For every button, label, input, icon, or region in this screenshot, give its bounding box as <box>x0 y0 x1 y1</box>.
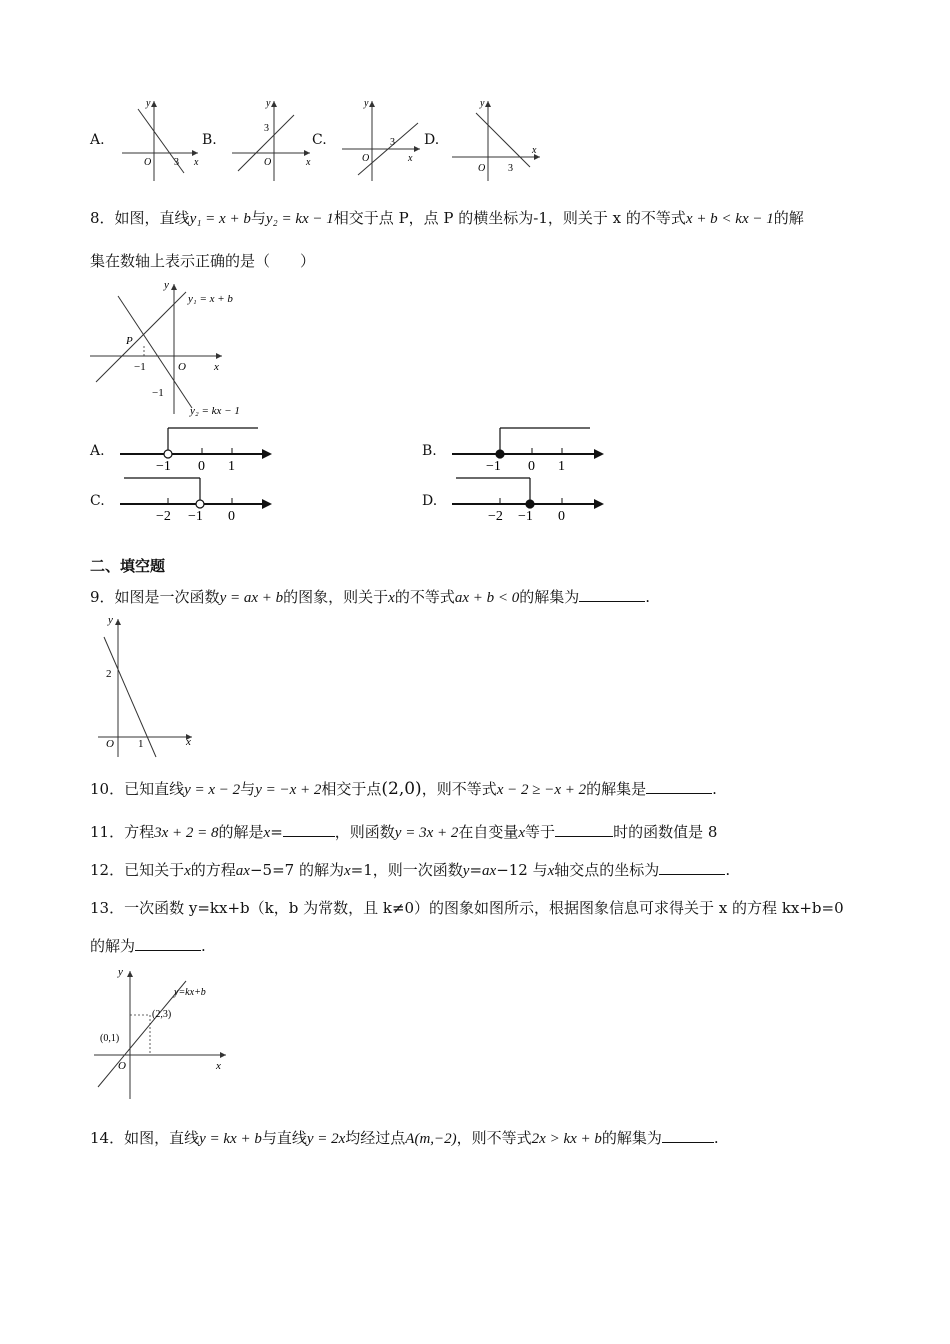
q7-option-d-letter: D. <box>424 132 440 148</box>
q8-option-c-letter: C. <box>90 493 105 509</box>
q8-option-b-numberline <box>448 424 608 474</box>
q8-option-d-letter: D. <box>422 493 438 509</box>
q7-a-y: y <box>146 98 151 109</box>
q13-figure <box>90 963 240 1103</box>
svg-text:O: O <box>362 153 370 164</box>
q8-figure <box>88 278 248 418</box>
svg-text:P: P <box>126 335 133 347</box>
q8-line1: 8．如图，直线y₁ = x + b与y₂ = kx − 1相交于点 P，点 P 的横坐标为-1，则关于 x 的不等式x + b < kx − 1的解 <box>90 209 804 227</box>
svg-text:3: 3 <box>390 137 395 148</box>
svg-text:x: x <box>408 153 413 164</box>
svg-text:y₁ = x + b: y₁ = x + b <box>188 293 233 305</box>
svg-text:−1: −1 <box>188 509 203 524</box>
svg-text:−1: −1 <box>518 509 533 524</box>
svg-text:y: y <box>480 98 485 109</box>
svg-text:x: x <box>186 736 191 748</box>
q7-option-b-graph <box>228 95 314 183</box>
svg-text:−1: −1 <box>156 459 171 474</box>
svg-text:3: 3 <box>508 163 513 174</box>
q8-option-a-letter: A. <box>90 443 105 459</box>
q9-text: 9．如图是一次函数y = ax + b的图象，则关于x的不等式ax + b < 0的解集为 . <box>90 588 651 606</box>
svg-text:x: x <box>532 145 537 156</box>
q7-a-tick: 3 <box>174 157 179 168</box>
svg-text:1: 1 <box>138 738 144 750</box>
q8-option-d-numberline <box>448 474 608 524</box>
svg-text:x: x <box>306 157 311 168</box>
svg-text:x: x <box>214 361 219 373</box>
svg-text:−1: −1 <box>134 361 146 373</box>
q14-text: 14．如图，直线y = kx + b与直线y = 2x均经过点A(m,−2)，则不等式2x > kx + b的解集为 . <box>90 1129 719 1147</box>
q7-options <box>0 90 950 185</box>
svg-text:1: 1 <box>228 459 235 474</box>
q7-option-d-graph <box>448 95 544 183</box>
svg-text:y=kx+b: y=kx+b <box>174 987 206 998</box>
svg-text:0: 0 <box>528 459 535 474</box>
svg-text:1: 1 <box>558 459 565 474</box>
q7-a-o: O <box>144 157 152 168</box>
q8-option-a-numberline <box>116 424 276 474</box>
q10-answer-blank[interactable] <box>646 779 712 794</box>
svg-text:y₂ = kx − 1: y₂ = kx − 1 <box>190 405 240 417</box>
q12-text: 12．已知关于x的方程ax−5=7 的解为x=1，则一次函数y=ax−12 与x轴交点的坐标为 . <box>90 861 731 879</box>
svg-text:(2,3): (2,3) <box>152 1009 172 1020</box>
svg-text:O: O <box>178 361 186 373</box>
svg-text:3: 3 <box>264 123 269 134</box>
q14-answer-blank[interactable] <box>662 1128 714 1143</box>
q8-line2: 集在数轴上表示正确的是（ ） <box>90 252 316 270</box>
svg-text:y: y <box>118 966 123 978</box>
q13-line1: 13．一次函数 y=kx+b（k，b 为常数，且 k≠0）的图象如图所示，根据图象信息可求得关于 x 的方程 kx+b=0 <box>90 899 844 917</box>
svg-text:0: 0 <box>198 459 205 474</box>
svg-text:0: 0 <box>558 509 565 524</box>
svg-text:−1: −1 <box>152 387 164 399</box>
q11-answer-blank-2[interactable] <box>555 822 613 837</box>
q11-answer-blank-1[interactable] <box>283 822 335 837</box>
svg-text:O: O <box>106 738 114 750</box>
q11-text: 11．方程3x + 2 = 8的解是x= ，则函数y = 3x + 2在自变量x等于 时的函数值是 8 <box>90 823 718 841</box>
section-title: 二、填空题 <box>90 557 166 575</box>
q7-option-b-letter: B. <box>202 132 217 148</box>
svg-text:−2: −2 <box>488 509 503 524</box>
svg-text:y: y <box>108 614 113 626</box>
svg-text:(0,1): (0,1) <box>100 1033 120 1044</box>
q8-option-b-letter: B. <box>422 443 437 459</box>
q13-answer-blank[interactable] <box>135 936 201 951</box>
q7-a-x: x <box>194 157 199 168</box>
svg-text:−1: −1 <box>486 459 501 474</box>
svg-text:2: 2 <box>106 668 112 680</box>
q13-line2: 的解为 . <box>90 937 206 955</box>
q9-figure <box>96 613 200 759</box>
svg-text:y: y <box>164 279 169 291</box>
q7-option-c-letter: C. <box>312 132 327 148</box>
svg-text:O: O <box>118 1060 126 1072</box>
svg-text:y: y <box>364 98 369 109</box>
q7-option-a-graph <box>118 95 200 183</box>
q9-answer-blank[interactable] <box>579 587 645 602</box>
svg-text:O: O <box>264 157 272 168</box>
svg-text:O: O <box>478 163 486 174</box>
q10-text: 10．已知直线y = x − 2与y = −x + 2相交于点(2,0)，则不等式x − 2 ≥ −x + 2的解集是 . <box>90 779 717 799</box>
svg-text:−2: −2 <box>156 509 171 524</box>
q8-option-c-numberline <box>116 474 276 524</box>
svg-text:0: 0 <box>228 509 235 524</box>
q12-answer-blank[interactable] <box>659 860 725 875</box>
svg-text:y: y <box>266 98 271 109</box>
svg-text:x: x <box>216 1060 221 1072</box>
q7-option-c-graph <box>338 95 424 183</box>
q7-option-a-letter: A. <box>90 132 105 148</box>
